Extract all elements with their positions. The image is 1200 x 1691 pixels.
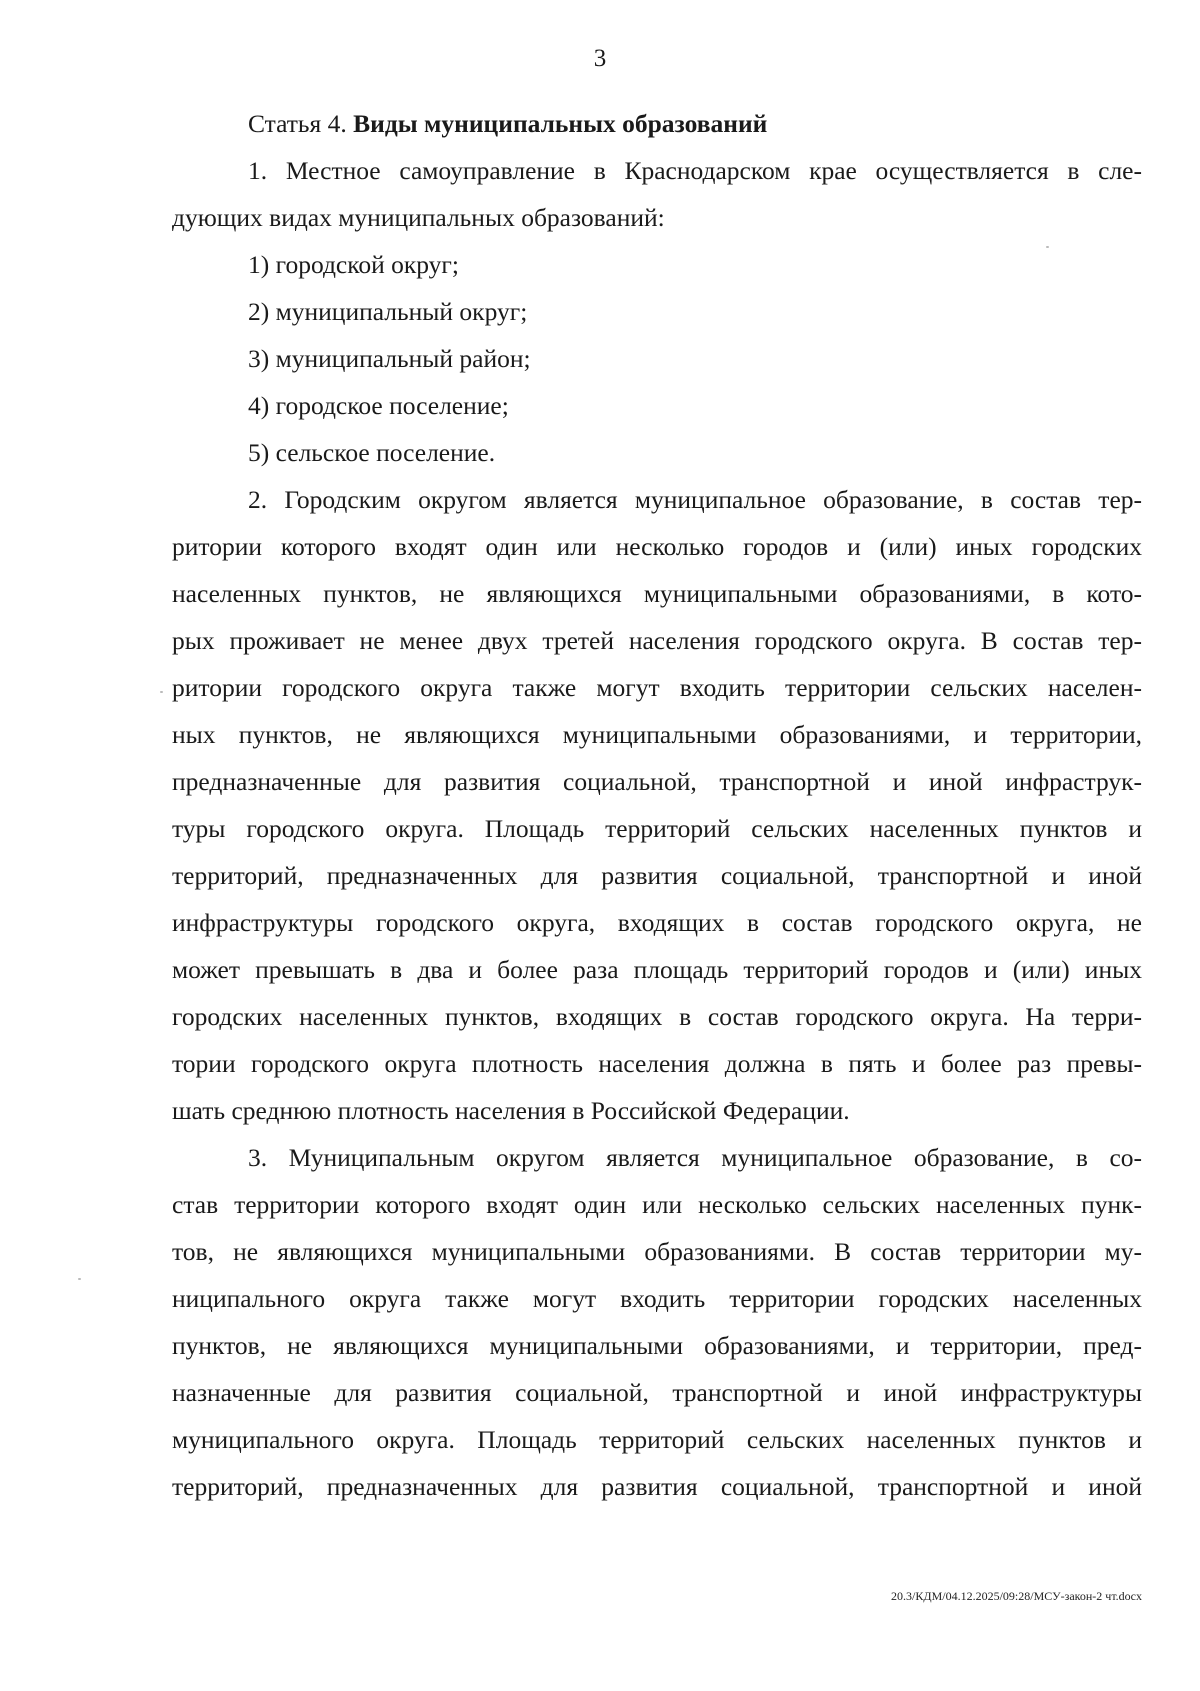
text-line: тов, не являющихся муниципальными образованиями. В состав территории му- (172, 1237, 1142, 1266)
text-line: ниципального округа также могут входить территории городских населенных (172, 1284, 1142, 1313)
article-title: Виды муниципальных образований (353, 109, 768, 138)
text-line: 3. Муниципальным округом является муниципальное образование, в со- (248, 1143, 1142, 1172)
scan-mark (160, 691, 163, 693)
text-line: тории городского округа плотность населения должна в пять и более раз превы- (172, 1049, 1142, 1078)
text-line: шать среднюю плотность населения в Российской Федерации. (172, 1096, 850, 1125)
text-line: став территории которого входят один или несколько сельских населенных пунк- (172, 1190, 1142, 1219)
text-line: дующих видах муниципальных образований: (172, 203, 665, 232)
text-line: территорий, предназначенных для развития социальной, транспортной и иной (172, 1472, 1142, 1501)
text-line: пунктов, не являющихся муниципальными образованиями, и территории, пред- (172, 1331, 1142, 1360)
scan-mark (1046, 246, 1049, 248)
text-line: предназначенные для развития социальной, транспортной и иной инфраструк- (172, 767, 1142, 796)
document-body (172, 100, 1142, 1510)
text-line: инфраструктуры городского округа, входящих в состав городского округа, не (172, 908, 1142, 937)
article-heading (172, 100, 1142, 147)
text-line: может превышать в два и более раза площадь территорий городов и (или) иных (172, 955, 1142, 984)
text-line: 1. Местное самоуправление в Краснодарском крае осуществляется в сле- (248, 156, 1142, 185)
text-line: 2. Городским округом является муниципальное образование, в состав тер- (248, 485, 1142, 514)
text-line: 2) муниципальный округ; (248, 297, 528, 326)
text-line: рых проживает не менее двух третей населения городского округа. В состав тер- (172, 626, 1142, 655)
text-line: территорий, предназначенных для развития социальной, транспортной и иной (172, 861, 1142, 890)
page-number: 3 (593, 45, 607, 72)
text-line: туры городского округа. Площадь территорий сельских населенных пунктов и (172, 814, 1142, 843)
text-line: ных пунктов, не являющихся муниципальными образованиями, и территории, (172, 720, 1142, 749)
text-line: назначенные для развития социальной, транспортной и иной инфраструктуры (172, 1378, 1142, 1407)
text-line: 5) сельское поселение. (248, 438, 496, 467)
text-line: 4) городское поселение; (248, 391, 509, 420)
text-line: населенных пунктов, не являющихся муниципальными образованиями, в кото- (172, 579, 1142, 608)
text-line: городских населенных пунктов, входящих в состав городского округа. На терри- (172, 1002, 1142, 1031)
text-line: ритории которого входят один или несколько городов и (или) иных городских (172, 532, 1142, 561)
scan-mark (78, 1278, 81, 1280)
article-text (172, 147, 1142, 1510)
text-line: 1) городской округ; (248, 250, 459, 279)
document-footer: 20.3/КДМ/04.12.2025/09:28/МСУ-закон-2 чт.docx (891, 1589, 1142, 1603)
text-line: муниципального округа. Площадь территорий сельских населенных пунктов и (172, 1425, 1142, 1454)
text-line: ритории городского округа также могут входить территории сельских населен- (172, 673, 1142, 702)
text-line: 3) муниципальный район; (248, 344, 531, 373)
article-label: Статья 4. (248, 109, 347, 138)
